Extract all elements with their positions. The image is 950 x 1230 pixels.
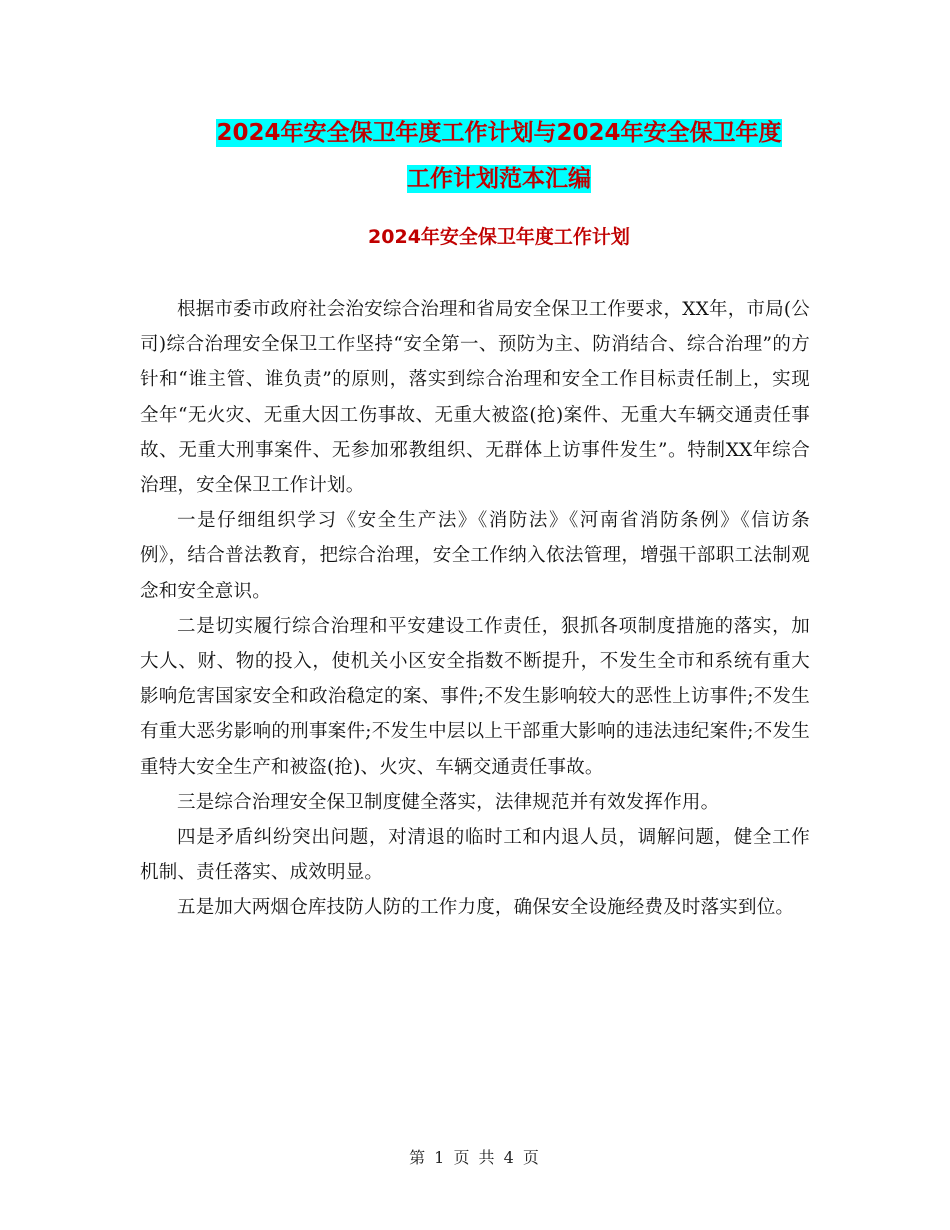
paragraph-item-5: 五是加大两烟仓库技防人防的工作力度，确保安全设施经费及时落实到位。 (177, 897, 795, 919)
title-line-1: 2024年安全保卫年度工作计划与2024年安全保卫年度 (216, 120, 782, 146)
paragraph-item-4: 四是矛盾纠纷突出问题，对清退的临时工和内退人员，调解问题，健全工作机制、责任落实、成效明显。 (140, 827, 810, 884)
title-line-2: 工作计划范本汇编 (407, 166, 591, 192)
document-title (140, 110, 858, 202)
document-body (140, 292, 810, 926)
section-title: 2024年安全保卫年度工作计划 (368, 226, 630, 248)
paragraph-item-2: 二是切实履行综合治理和平安建设工作责任，狠抓各项制度措施的落实，加大人、财、物的投入，使机关小区安全指数不断提升，不发生全市和系统有重大影响危害国家安全和政治稳定的案、事件;不发生影响较大的恶性上访事件;不发生有重大恶劣影响的刑事案件;不发生中层以上干部重大影响的违法违纪案件;不发生重特大安全生产和被盗(抢)、火灾、车辆交通责任事故。 (140, 615, 810, 778)
paragraph-intro: 根据市委市政府社会治安综合治理和省局安全保卫工作要求，XX年，市局(公司)综合治理安全保卫工作坚持“安全第一、预防为主、防消结合、综合治理”的方针和“谁主管、谁负责”的原则，落实到综合治理和安全工作目标责任制上，实现全年“无火灾、无重大因工伤事故、无重大被盗(抢)案件、无重大车辆交通责任事故、无重大刑事案件、无参加邪教组织、无群体上访事件发生”。特制XX年综合治理，安全保卫工作计划。 (140, 299, 810, 497)
paragraph-item-3: 三是综合治理安全保卫制度健全落实，法律规范并有效发挥作用。 (177, 791, 720, 813)
page-number-footer: 第 1 页 共 4 页 (409, 1148, 541, 1167)
paragraph-item-1: 一是仔细组织学习《安全生产法》《消防法》《河南省消防条例》《信访条例》，结合普法教育，把综合治理，安全工作纳入依法管理，增强干部职工法制观念和安全意识。 (140, 510, 810, 602)
